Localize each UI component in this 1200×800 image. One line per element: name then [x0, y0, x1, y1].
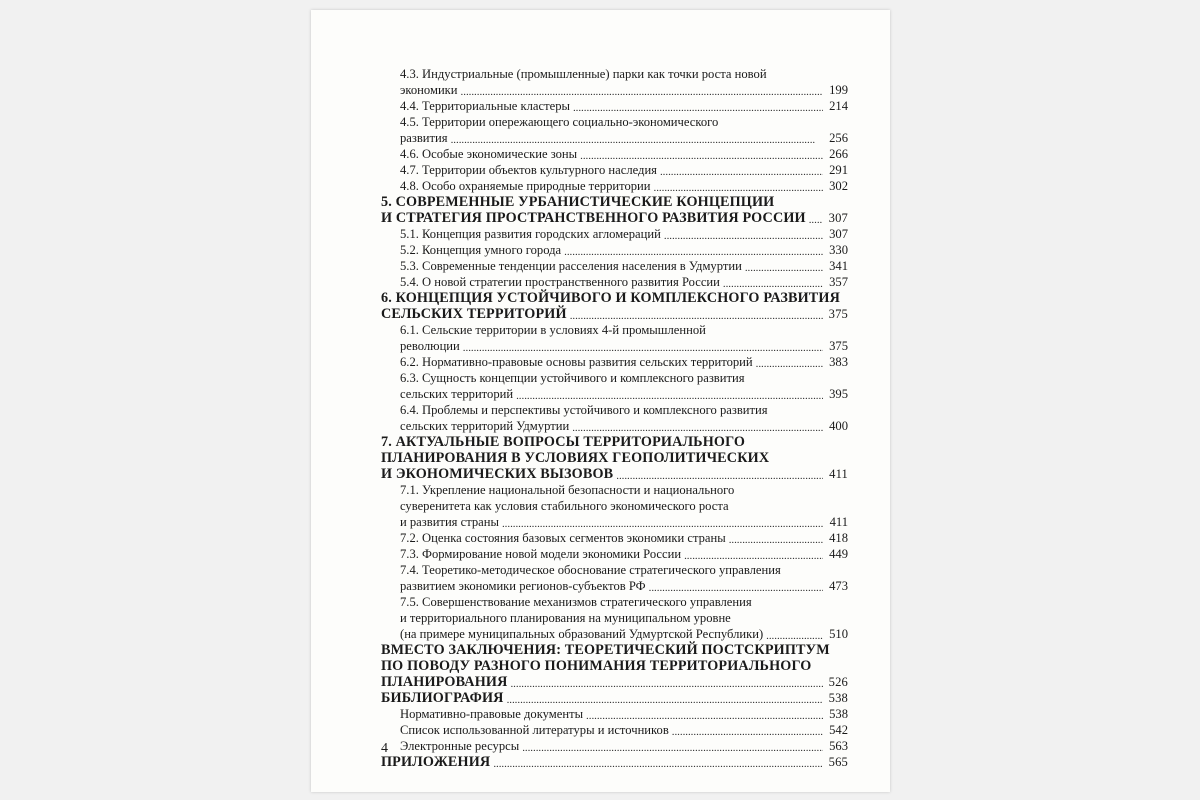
toc-entry-line: 6. КОНЦЕПЦИЯ УСТОЙЧИВОГО И КОМПЛЕКСНОГО РАЗВИТИЯ: [381, 290, 840, 306]
dot-leader: [564, 245, 823, 258]
toc-entry-row: [400, 178, 848, 194]
toc-subsection: [381, 322, 848, 354]
toc-section: [381, 642, 848, 690]
toc-subsection: [381, 530, 848, 546]
toc-entry-title: сельских территорий: [400, 387, 514, 401]
dot-leader: [672, 725, 823, 738]
toc-entry-title: ПЛАНИРОВАНИЯ: [381, 674, 508, 690]
toc-subsection: [381, 482, 848, 530]
toc-entry-row: [400, 418, 848, 434]
toc-page-number: 449: [829, 547, 848, 561]
toc-entry-row: [400, 546, 848, 562]
toc-entry-line: 4.5. Территории опережающего социально-экономического: [400, 115, 719, 129]
toc-entry-row: [400, 242, 848, 258]
dot-leader: [766, 629, 823, 642]
dot-leader: [502, 517, 823, 530]
toc-entry-row: [400, 258, 848, 274]
toc-subsection: [381, 146, 848, 162]
toc-entry-title: ПРИЛОЖЕНИЯ: [381, 754, 491, 770]
page-number: 4: [381, 741, 388, 756]
toc-page-number: 418: [829, 531, 848, 545]
toc-entry-title: И ЭКОНОМИЧЕСКИХ ВЫЗОВОВ: [381, 466, 614, 482]
toc-subsection: [381, 562, 848, 594]
toc-entry-row: [381, 306, 848, 322]
toc-subsection: [381, 178, 848, 194]
toc-entry-row: [400, 130, 848, 146]
toc-page-number: 473: [829, 579, 848, 593]
toc-subsection: [381, 738, 848, 754]
table-of-contents: [381, 66, 848, 770]
toc-entry-line: ВМЕСТО ЗАКЛЮЧЕНИЯ: ТЕОРЕТИЧЕСКИЙ ПОСТСКРИПТУМ: [381, 642, 830, 658]
toc-entry-title: развития: [400, 131, 448, 145]
toc-entry-row: [400, 98, 848, 114]
toc-page-number: 302: [829, 179, 848, 193]
toc-section: [381, 434, 848, 482]
toc-entry-title: Нормативно-правовые документы: [400, 707, 584, 721]
toc-subsection: [381, 402, 848, 434]
dot-leader: [660, 165, 823, 178]
toc-page-number: 330: [829, 243, 848, 257]
toc-page-number: 538: [829, 707, 848, 721]
toc-page-number: 199: [829, 83, 848, 97]
dot-leader: [516, 389, 823, 402]
toc-entry-title: И СТРАТЕГИЯ ПРОСТРАНСТВЕННОГО РАЗВИТИЯ РОССИИ: [381, 210, 806, 226]
toc-entry-row: [400, 82, 848, 98]
toc-entry-title: и развития страны: [400, 515, 499, 529]
dot-leader: [461, 85, 823, 98]
toc-entry-row: [381, 466, 848, 482]
toc-entry-row: [381, 690, 848, 706]
toc-entry-line: 6.3. Сущность концепции устойчивого и комплексного развития: [400, 371, 745, 385]
toc-entry-title: экономики: [400, 83, 458, 97]
toc-page-number: 291: [829, 163, 848, 177]
toc-subsection: [381, 706, 848, 722]
dot-leader: [745, 261, 823, 274]
toc-entry-row: [400, 530, 848, 546]
toc-page-number: 411: [829, 515, 848, 529]
toc-section: [381, 754, 848, 770]
toc-entry-line: 7.4. Теоретико-методическое обоснование стратегического управления: [400, 563, 781, 577]
toc-page-number: 563: [829, 739, 848, 753]
dot-leader: [586, 709, 823, 722]
toc-entry-line: 7.1. Укрепление национальной безопасности и национального: [400, 483, 735, 497]
toc-page-number: 383: [829, 355, 848, 369]
toc-entry-row: [400, 738, 848, 754]
dot-leader: [809, 213, 823, 226]
toc-page-number: 214: [829, 99, 848, 113]
dot-leader: [493, 757, 823, 770]
toc-subsection: [381, 242, 848, 258]
dot-leader: [570, 309, 823, 322]
dot-leader: [573, 101, 823, 114]
toc-page-number: 307: [829, 227, 848, 241]
toc-subsection: [381, 98, 848, 114]
toc-page-number: 375: [828, 307, 848, 321]
toc-section: [381, 690, 848, 706]
toc-entry-line: 6.4. Проблемы и перспективы устойчивого и комплексного развития: [400, 403, 768, 417]
toc-entry-title: 5.3. Современные тенденции расселения населения в Удмуртии: [400, 259, 742, 273]
toc-subsection: [381, 594, 848, 642]
toc-entry-title: развитием экономики регионов-субъектов РФ: [400, 579, 646, 593]
dot-leader: [649, 581, 823, 594]
toc-entry-line: суверенитета как условия стабильного экономического роста: [400, 499, 729, 513]
toc-entry-title: 5.4. О новой стратегии пространственного развития России: [400, 275, 720, 289]
toc-entry-row: [400, 338, 848, 354]
toc-entry-title: 7.3. Формирование новой модели экономики России: [400, 547, 682, 561]
dot-leader: [572, 421, 823, 434]
toc-entry-row: [400, 162, 848, 178]
toc-entry-row: [400, 274, 848, 290]
toc-page-number: 395: [829, 387, 848, 401]
toc-entry-row: [381, 674, 848, 690]
dot-leader: [684, 549, 823, 562]
toc-entry-row: [400, 514, 848, 530]
toc-entry-line: 7.5. Совершенствование механизмов стратегического управления: [400, 595, 752, 609]
toc-entry-line: ПЛАНИРОВАНИЯ В УСЛОВИЯХ ГЕОПОЛИТИЧЕСКИХ: [381, 450, 770, 466]
toc-entry-title: 4.7. Территории объектов культурного наследия: [400, 163, 657, 177]
toc-entry-row: [400, 226, 848, 242]
toc-entry-title: 7.2. Оценка состояния базовых сегментов экономики страны: [400, 531, 726, 545]
toc-page-number: 542: [829, 723, 848, 737]
toc-entry-line: ПО ПОВОДУ РАЗНОГО ПОНИМАНИЯ ТЕРРИТОРИАЛЬНОГО: [381, 658, 812, 674]
toc-entry-line: 6.1. Сельские территории в условиях 4-й промышленной: [400, 323, 706, 337]
book-page: [311, 10, 890, 792]
toc-page-number: 341: [829, 259, 848, 273]
toc-subsection: [381, 66, 848, 98]
toc-subsection: [381, 370, 848, 402]
toc-entry-row: [381, 210, 848, 226]
toc-subsection: [381, 354, 848, 370]
toc-page-number: 357: [829, 275, 848, 289]
toc-entry-title: 6.2. Нормативно-правовые основы развития сельских территорий: [400, 355, 753, 369]
toc-entry-row: [400, 626, 848, 642]
toc-entry-title: Электронные ресурсы: [400, 739, 520, 753]
toc-entry-row: [381, 754, 848, 770]
toc-subsection: [381, 258, 848, 274]
dot-leader: [616, 469, 823, 482]
toc-page-number: 266: [829, 147, 848, 161]
toc-subsection: [381, 114, 848, 146]
toc-entry-line: 5. СОВРЕМЕННЫЕ УРБАНИСТИЧЕСКИЕ КОНЦЕПЦИИ: [381, 194, 775, 210]
dot-leader: [451, 133, 823, 146]
toc-entry-row: [400, 706, 848, 722]
toc-page-number: 400: [829, 419, 848, 433]
toc-entry-title: 4.4. Территориальные кластеры: [400, 99, 570, 113]
toc-entry-title: СЕЛЬСКИХ ТЕРРИТОРИЙ: [381, 306, 567, 322]
toc-entry-title: сельских территорий Удмуртии: [400, 419, 570, 433]
toc-entry-row: [400, 146, 848, 162]
toc-entry-title: революции: [400, 339, 460, 353]
dot-leader: [756, 357, 823, 370]
toc-entry-title: Список использованной литературы и источников: [400, 723, 669, 737]
toc-page-number: 411: [829, 467, 848, 481]
toc-entry-title: 4.8. Особо охраняемые природные территории: [400, 179, 651, 193]
toc-entry-row: [400, 386, 848, 402]
toc-page-number: 510: [829, 627, 848, 641]
toc-entry-line: и территориального планирования на муниципальном уровне: [400, 611, 731, 625]
toc-entry-row: [400, 354, 848, 370]
dot-leader: [522, 741, 823, 754]
toc-section: [381, 290, 848, 322]
toc-entry-line: 7. АКТУАЛЬНЫЕ ВОПРОСЫ ТЕРРИТОРИАЛЬНОГО: [381, 434, 746, 450]
toc-page-number: 256: [829, 131, 848, 145]
toc-entry-title: БИБЛИОГРАФИЯ: [381, 690, 504, 706]
toc-entry-title: 5.1. Концепция развития городских агломераций: [400, 227, 661, 241]
dot-leader: [729, 533, 823, 546]
dot-leader: [580, 149, 823, 162]
toc-subsection: [381, 226, 848, 242]
dot-leader: [510, 677, 823, 690]
toc-entry-row: [400, 578, 848, 594]
dot-leader: [463, 341, 823, 354]
toc-subsection: [381, 722, 848, 738]
toc-entry-line: 4.3. Индустриальные (промышленные) парки как точки роста новой: [400, 67, 767, 81]
toc-section: [381, 194, 848, 226]
toc-page-number: 565: [828, 755, 848, 769]
dot-leader: [507, 693, 823, 706]
dot-leader: [723, 277, 823, 290]
toc-subsection: [381, 546, 848, 562]
dot-leader: [654, 181, 823, 194]
toc-page-number: 538: [828, 691, 848, 705]
toc-entry-title: 4.6. Особые экономические зоны: [400, 147, 578, 161]
toc-entry-title: (на примере муниципальных образований Удмуртской Республики): [400, 627, 764, 641]
toc-entry-title: 5.2. Концепция умного города: [400, 243, 562, 257]
toc-subsection: [381, 274, 848, 290]
toc-page-number: 307: [828, 211, 848, 225]
toc-page-number: 526: [828, 675, 848, 689]
toc-entry-row: [400, 722, 848, 738]
dot-leader: [664, 229, 823, 242]
toc-subsection: [381, 162, 848, 178]
toc-page-number: 375: [829, 339, 848, 353]
